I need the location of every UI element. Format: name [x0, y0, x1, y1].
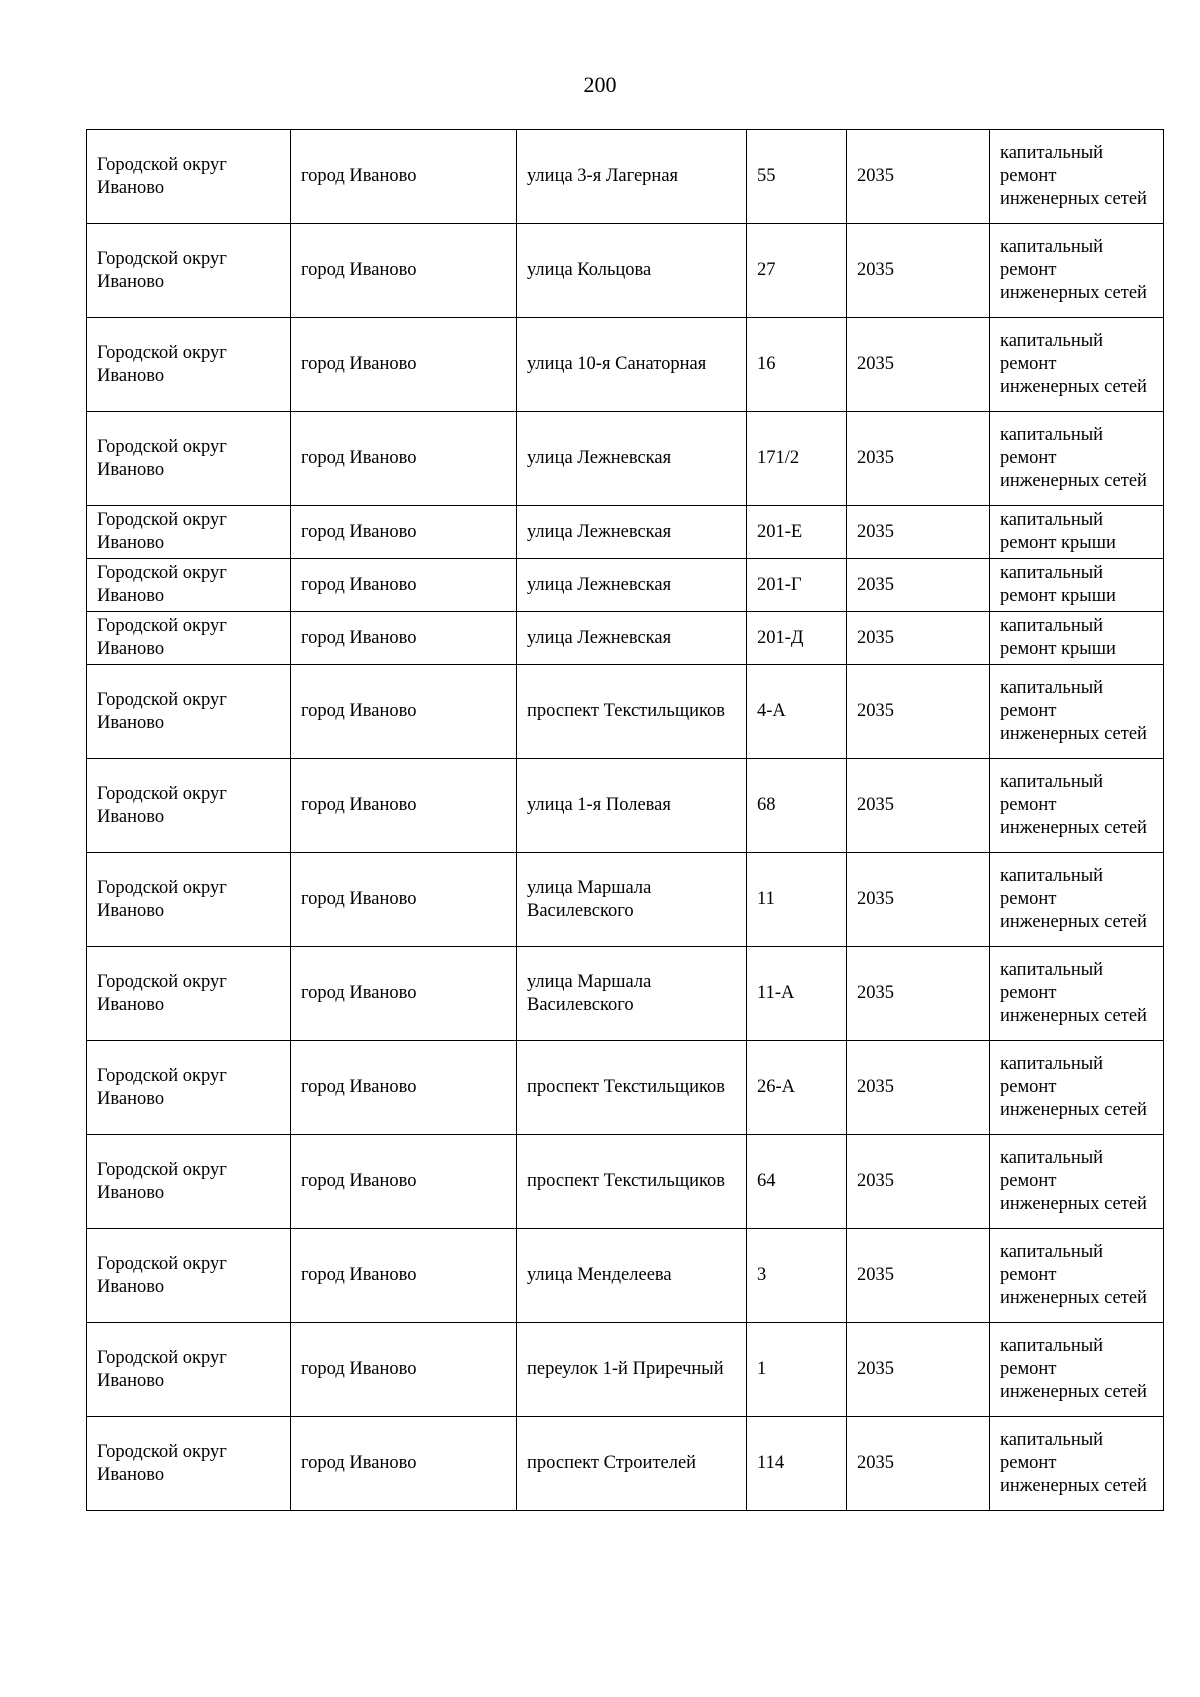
street-cell: улица 3-я Лагерная — [517, 130, 747, 224]
district-cell: Городской округ Иваново — [87, 759, 291, 853]
table-row — [87, 665, 1164, 759]
district-cell: Городской округ Иваново — [87, 1417, 291, 1511]
table-body — [87, 130, 1164, 1511]
street-cell: проспект Текстильщиков — [517, 665, 747, 759]
district-cell: Городской округ Иваново — [87, 1135, 291, 1229]
work-type-cell: капитальный ремонт инженерных сетей — [990, 665, 1164, 759]
street-cell: проспект Текстильщиков — [517, 1041, 747, 1135]
house-number-cell: 201-Г — [747, 559, 847, 612]
year-cell: 2035 — [847, 412, 990, 506]
street-cell: проспект Строителей — [517, 1417, 747, 1511]
table-row — [87, 559, 1164, 612]
settlement-cell: город Иваново — [291, 665, 517, 759]
year-cell: 2035 — [847, 559, 990, 612]
work-type-cell: капитальный ремонт инженерных сетей — [990, 1041, 1164, 1135]
table-row — [87, 1417, 1164, 1511]
table-row — [87, 1041, 1164, 1135]
house-number-cell: 1 — [747, 1323, 847, 1417]
work-type-cell: капитальный ремонт инженерных сетей — [990, 318, 1164, 412]
work-type-cell: капитальный ремонт крыши — [990, 506, 1164, 559]
table-row — [87, 1323, 1164, 1417]
settlement-cell: город Иваново — [291, 1229, 517, 1323]
table-row — [87, 224, 1164, 318]
settlement-cell: город Иваново — [291, 759, 517, 853]
house-number-cell: 4-А — [747, 665, 847, 759]
district-cell: Городской округ Иваново — [87, 947, 291, 1041]
street-cell: улица Лежневская — [517, 559, 747, 612]
street-cell: улица 1-я Полевая — [517, 759, 747, 853]
district-cell: Городской округ Иваново — [87, 612, 291, 665]
settlement-cell: город Иваново — [291, 1135, 517, 1229]
work-type-cell: капитальный ремонт инженерных сетей — [990, 853, 1164, 947]
work-type-cell: капитальный ремонт инженерных сетей — [990, 1135, 1164, 1229]
year-cell: 2035 — [847, 1041, 990, 1135]
table-row — [87, 1229, 1164, 1323]
table-row — [87, 947, 1164, 1041]
district-cell: Городской округ Иваново — [87, 224, 291, 318]
work-type-cell: капитальный ремонт крыши — [990, 612, 1164, 665]
street-cell: улица Менделеева — [517, 1229, 747, 1323]
district-cell: Городской округ Иваново — [87, 318, 291, 412]
district-cell: Городской округ Иваново — [87, 506, 291, 559]
house-number-cell: 27 — [747, 224, 847, 318]
year-cell: 2035 — [847, 130, 990, 224]
house-number-cell: 64 — [747, 1135, 847, 1229]
year-cell: 2035 — [847, 665, 990, 759]
house-number-cell: 68 — [747, 759, 847, 853]
work-type-cell: капитальный ремонт инженерных сетей — [990, 1323, 1164, 1417]
page-number: 200 — [583, 72, 617, 97]
district-cell: Городской округ Иваново — [87, 412, 291, 506]
work-type-cell: капитальный ремонт инженерных сетей — [990, 1417, 1164, 1511]
house-number-cell: 201-Д — [747, 612, 847, 665]
housing-repair-table — [86, 129, 1164, 1511]
work-type-cell: капитальный ремонт инженерных сетей — [990, 759, 1164, 853]
table-row — [87, 1135, 1164, 1229]
settlement-cell: город Иваново — [291, 224, 517, 318]
street-cell: улица 10-я Санаторная — [517, 318, 747, 412]
house-number-cell: 11-А — [747, 947, 847, 1041]
table-row — [87, 506, 1164, 559]
settlement-cell: город Иваново — [291, 1041, 517, 1135]
street-cell: улица Кольцова — [517, 224, 747, 318]
work-type-cell: капитальный ремонт инженерных сетей — [990, 130, 1164, 224]
street-cell: проспект Текстильщиков — [517, 1135, 747, 1229]
street-cell: улица Лежневская — [517, 506, 747, 559]
settlement-cell: город Иваново — [291, 318, 517, 412]
house-number-cell: 114 — [747, 1417, 847, 1511]
settlement-cell: город Иваново — [291, 853, 517, 947]
house-number-cell: 3 — [747, 1229, 847, 1323]
district-cell: Городской округ Иваново — [87, 665, 291, 759]
work-type-cell: капитальный ремонт инженерных сетей — [990, 947, 1164, 1041]
settlement-cell: город Иваново — [291, 130, 517, 224]
year-cell: 2035 — [847, 759, 990, 853]
year-cell: 2035 — [847, 506, 990, 559]
work-type-cell: капитальный ремонт инженерных сетей — [990, 412, 1164, 506]
year-cell: 2035 — [847, 612, 990, 665]
house-number-cell: 201-Е — [747, 506, 847, 559]
year-cell: 2035 — [847, 1229, 990, 1323]
year-cell: 2035 — [847, 1417, 990, 1511]
district-cell: Городской округ Иваново — [87, 1323, 291, 1417]
table-row — [87, 412, 1164, 506]
house-number-cell: 26-А — [747, 1041, 847, 1135]
district-cell: Городской округ Иваново — [87, 1229, 291, 1323]
house-number-cell: 55 — [747, 130, 847, 224]
house-number-cell: 171/2 — [747, 412, 847, 506]
table-row — [87, 612, 1164, 665]
year-cell: 2035 — [847, 1323, 990, 1417]
year-cell: 2035 — [847, 224, 990, 318]
district-cell: Городской округ Иваново — [87, 559, 291, 612]
table-row — [87, 130, 1164, 224]
district-cell: Городской округ Иваново — [87, 853, 291, 947]
year-cell: 2035 — [847, 318, 990, 412]
street-cell: улица Маршала Василевского — [517, 947, 747, 1041]
settlement-cell: город Иваново — [291, 947, 517, 1041]
street-cell: улица Маршала Василевского — [517, 853, 747, 947]
work-type-cell: капитальный ремонт инженерных сетей — [990, 1229, 1164, 1323]
year-cell: 2035 — [847, 853, 990, 947]
house-number-cell: 11 — [747, 853, 847, 947]
district-cell: Городской округ Иваново — [87, 130, 291, 224]
street-cell: переулок 1-й Приречный — [517, 1323, 747, 1417]
table-row — [87, 318, 1164, 412]
year-cell: 2035 — [847, 1135, 990, 1229]
settlement-cell: город Иваново — [291, 412, 517, 506]
work-type-cell: капитальный ремонт крыши — [990, 559, 1164, 612]
settlement-cell: город Иваново — [291, 559, 517, 612]
settlement-cell: город Иваново — [291, 612, 517, 665]
work-type-cell: капитальный ремонт инженерных сетей — [990, 224, 1164, 318]
street-cell: улица Лежневская — [517, 412, 747, 506]
table-row — [87, 853, 1164, 947]
year-cell: 2035 — [847, 947, 990, 1041]
settlement-cell: город Иваново — [291, 1417, 517, 1511]
house-number-cell: 16 — [747, 318, 847, 412]
settlement-cell: город Иваново — [291, 506, 517, 559]
settlement-cell: город Иваново — [291, 1323, 517, 1417]
district-cell: Городской округ Иваново — [87, 1041, 291, 1135]
table-row — [87, 759, 1164, 853]
street-cell: улица Лежневская — [517, 612, 747, 665]
